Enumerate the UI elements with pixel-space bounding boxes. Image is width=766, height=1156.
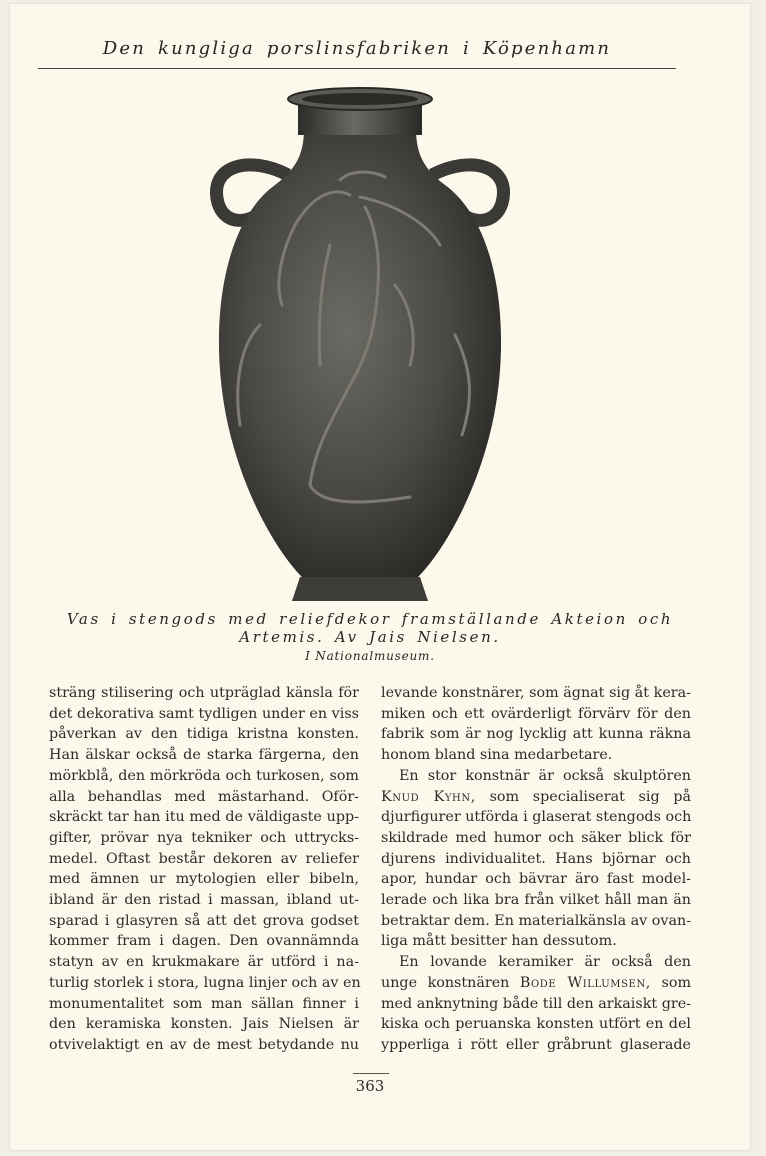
- text-line: honom bland sina medarbetare.: [381, 747, 613, 764]
- text-line: turlig storlek i stora, lugna linjer och av en: [49, 974, 361, 991]
- text-line: lerade och lika bra från vilket håll man än: [381, 892, 691, 909]
- text-line: miken och ett ovärderligt förvärv för den: [381, 705, 691, 722]
- text-line: med ämnen ur mytologien eller bibeln,: [49, 871, 359, 888]
- text-line: sparad i glasyren så att det grova godset: [49, 912, 359, 929]
- text-line: levande konstnärer, som ägnat sig åt kera-: [381, 685, 691, 701]
- text-line: apor, hundar och bävrar äro fast model-: [381, 871, 691, 888]
- text-line: sträng stilisering och utpräglad känsla för: [49, 685, 359, 701]
- text-line: ypperliga i rött eller gråbrunt glaserade: [381, 1036, 691, 1053]
- text-line: den keramiska konsten. Jais Nielsen är: [49, 1016, 359, 1033]
- text-line: gifter, prövar nya tekniker och uttrycks-: [49, 829, 359, 846]
- text-line: statyn av en krukmakare är utförd i na-: [49, 954, 359, 971]
- text-line: påverkan av den tidiga kristna konsten.: [49, 726, 359, 743]
- text-fragment: som: [650, 974, 692, 991]
- caption-location: I Nationalmuseum.: [305, 649, 435, 663]
- text-column-right: [381, 683, 691, 1056]
- text-line: Han älskar också de starka färgerna, den: [49, 747, 359, 764]
- text-line: otvivelaktigt en av de mest betydande nu: [49, 1036, 359, 1053]
- text-line: En stor konstnär är också skulptören: [399, 767, 691, 784]
- folio-rule: [353, 1073, 389, 1074]
- text-line: djurfigurer utförda i glaserat stengods och: [381, 809, 692, 826]
- text-line: det dekorativa samt tydligen under en viss: [49, 705, 359, 722]
- text-line: En lovande keramiker är också den: [399, 954, 691, 971]
- caption-line: Artemis. Av Jais Nielsen.: [239, 628, 501, 646]
- text-line: [381, 787, 691, 808]
- vase-photograph: [200, 85, 520, 610]
- text-line: med anknytning både till den arkaiskt gre-: [381, 995, 691, 1012]
- text-line: alla behandlas med mästarhand. Oför-: [49, 788, 359, 805]
- text-line: liga mått besitter han dessutom.: [381, 933, 617, 950]
- text-line: betraktar dem. En materialkänsla av ovan-: [381, 912, 692, 929]
- text-line: djurens individualitet. Hans björnar och: [381, 850, 691, 867]
- text-line: ibland är den ristad i massan, ibland ut-: [49, 892, 359, 909]
- page-number: 363: [355, 1077, 385, 1095]
- text-fragment: unge konstnären: [381, 974, 520, 991]
- artist-name: Knud Kyhn,: [381, 788, 476, 805]
- text-line: skräckt tar han itu med de väldigaste upp-: [49, 809, 359, 826]
- running-header: Den kungliga porslinsfabriken i Köpenhamn: [102, 38, 612, 59]
- artist-name: Bode Willumsen,: [519, 974, 651, 991]
- text-line: [381, 973, 691, 994]
- text-line: kiska och peruanska konsten utfört en del: [381, 1016, 691, 1033]
- text-line: fabrik som är nog lycklig att kunna räkna: [381, 726, 691, 743]
- text-line: medel. Oftast består dekoren av reliefer: [49, 850, 359, 867]
- figure-caption: [50, 610, 690, 665]
- header-rule: [38, 68, 676, 69]
- text-line: skildrade med humor och säker blick för: [381, 829, 691, 846]
- caption-line: Vas i stengods med reliefdekor framställande Akteion och: [66, 610, 674, 628]
- vase-foot: [292, 577, 428, 601]
- text-line: mörkblå, den mörkröda och turkosen, som: [49, 767, 359, 784]
- text-line: kommer fram i dagen. Den ovannämnda: [49, 933, 359, 950]
- text-fragment: som specialiserat sig på: [475, 788, 691, 805]
- text-line: monumentalitet som man sällan finner i: [49, 995, 359, 1012]
- text-column-left: [49, 683, 359, 1056]
